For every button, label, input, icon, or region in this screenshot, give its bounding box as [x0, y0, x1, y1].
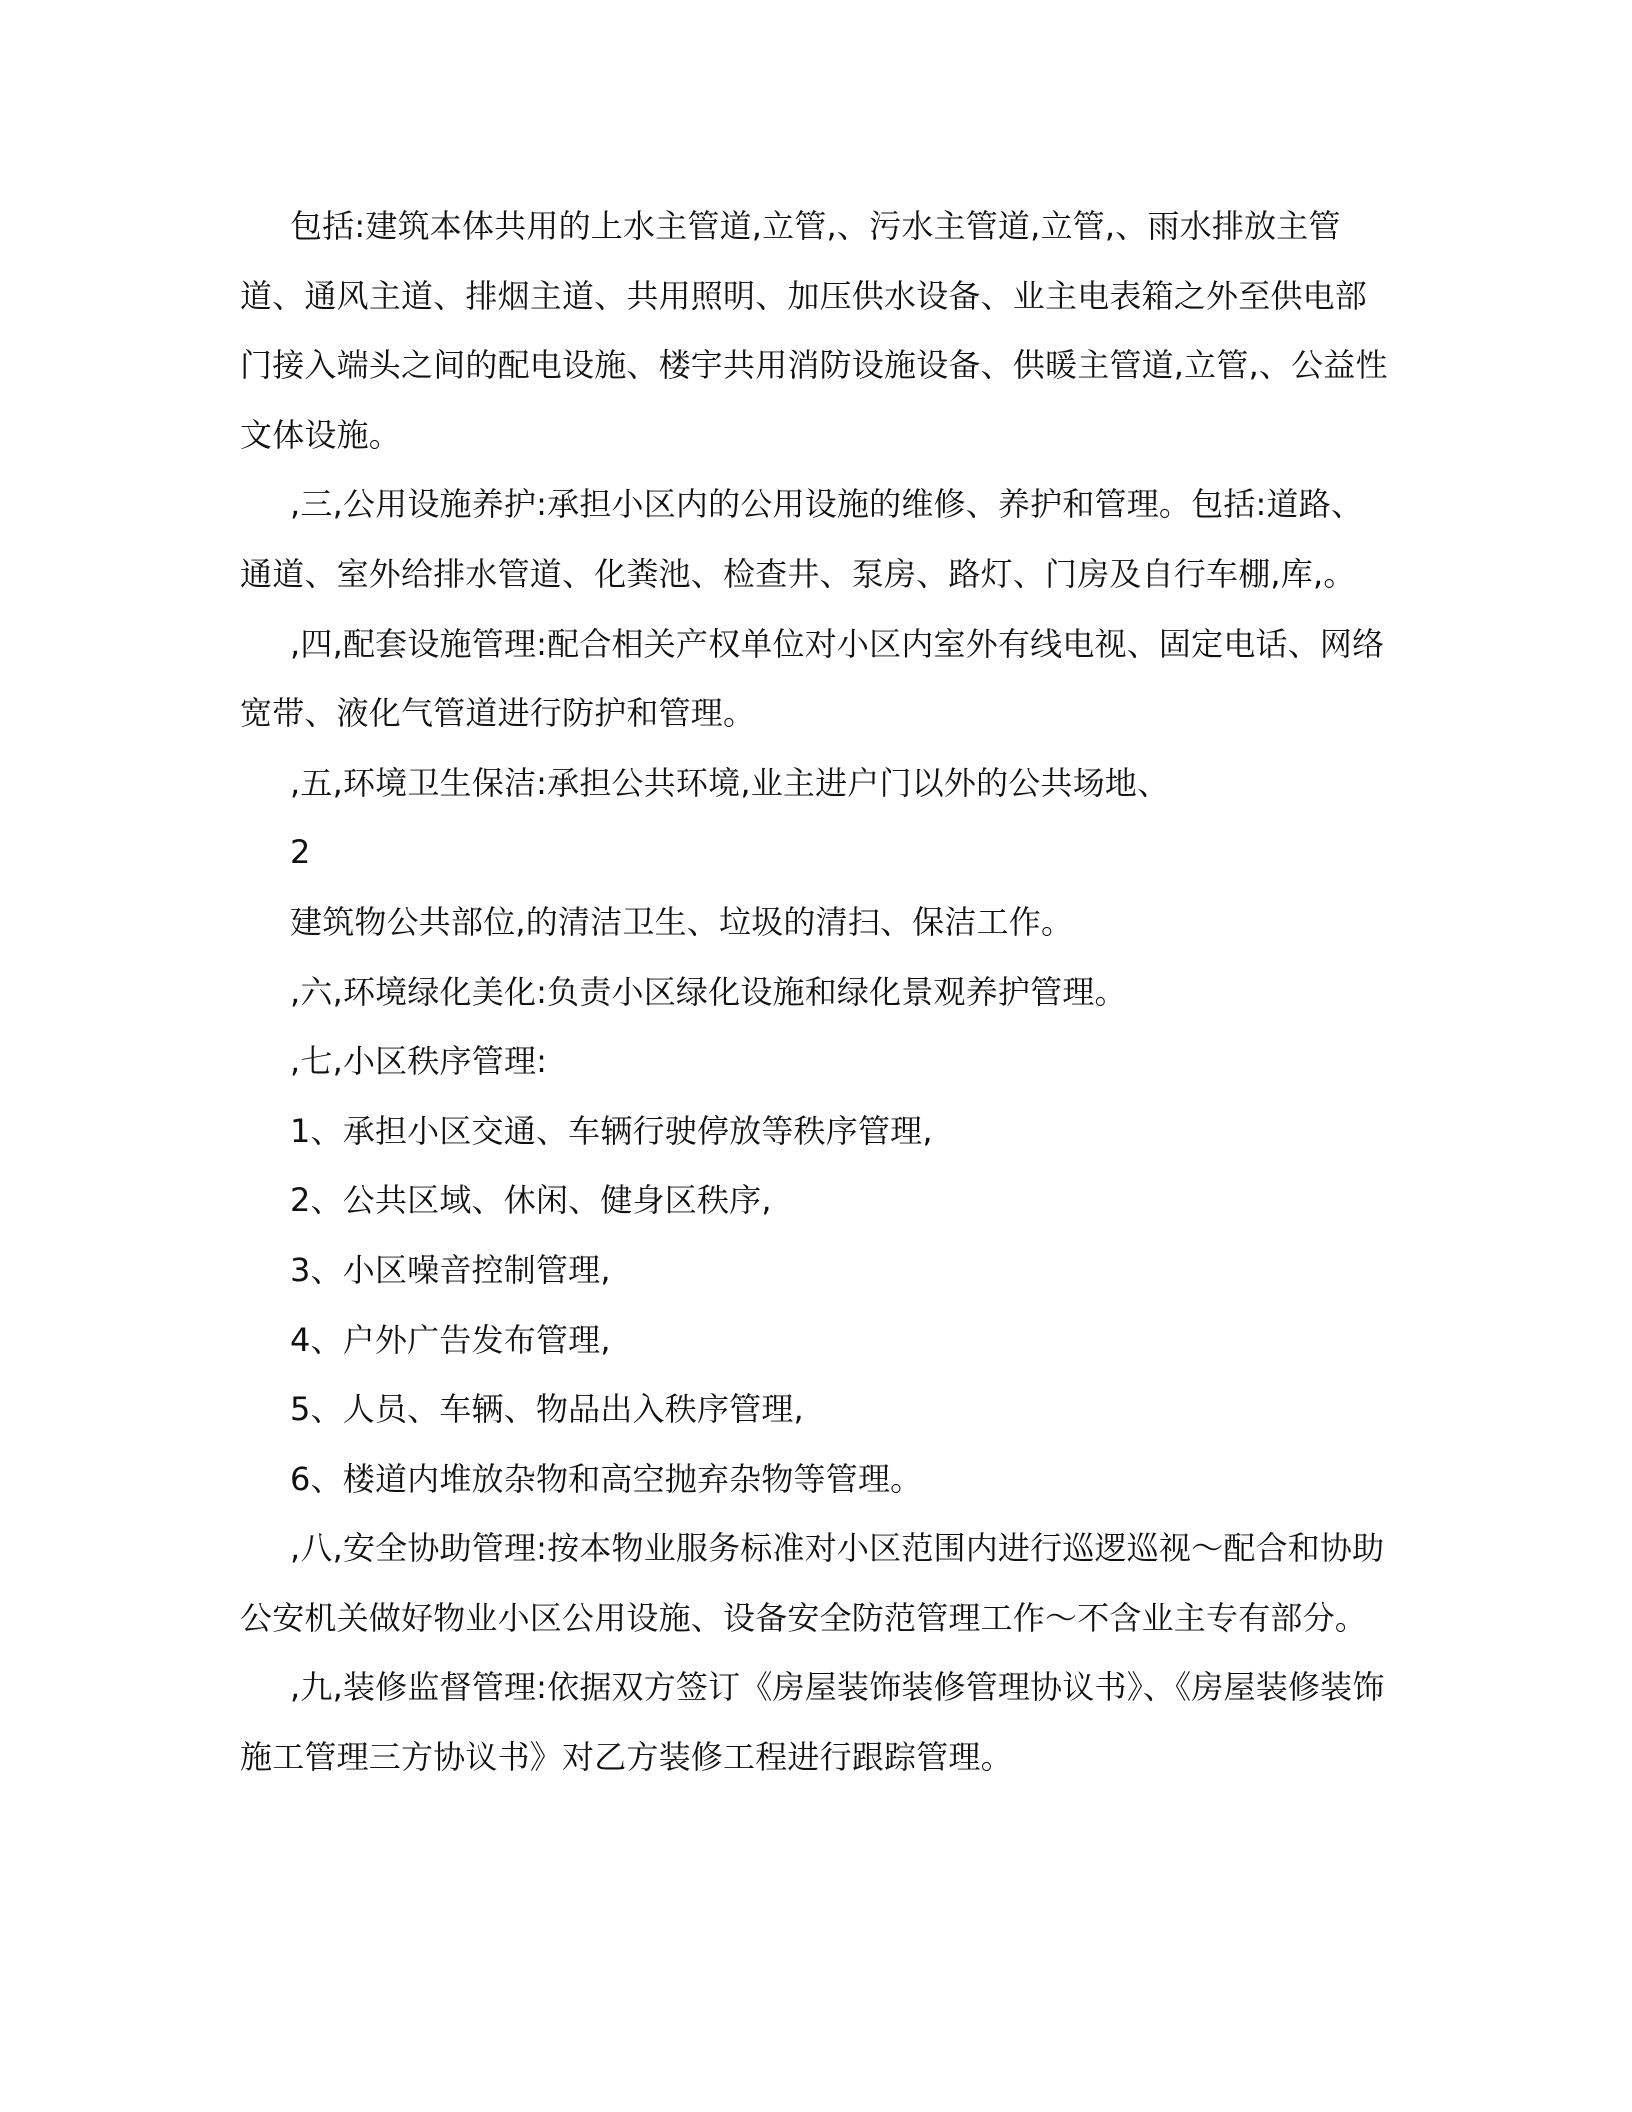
list-item: 1、承担小区交通、车辆行驶停放等秩序管理, — [290, 1111, 933, 1150]
paragraph-security-assistance: ,八,安全协助管理:按本物业服务标准对小区范围内进行巡逻巡视～配合和协助公安机关做好物业小区公用设施、设备安全防范管理工作～不含业主专有部分。 — [240, 1529, 1385, 1637]
document-body — [240, 192, 1390, 1793]
list-item: 4、户外广告发布管理, — [290, 1320, 611, 1359]
paragraph-cleaning-continued: 建筑物公共部位,的清洁卫生、垃圾的清扫、保洁工作。 — [290, 902, 1074, 941]
list-item: 5、人员、车辆、物品出入秩序管理, — [290, 1390, 804, 1429]
list-item: 3、小区噪音控制管理, — [290, 1250, 611, 1289]
page-number: 2 — [290, 833, 311, 872]
paragraph-renovation-supervision: ,九,装修监督管理:依据双方签订《房屋装饰装修管理协议书》、《房屋装修装饰施工管理三方协议书》对乙方装修工程进行跟踪管理。 — [240, 1668, 1385, 1777]
paragraph-order-management: ,七,小区秩序管理: — [290, 1042, 548, 1081]
paragraph-shared-facilities: 包括:建筑本体共用的上水主管道,立管,、污水主管道,立管,、雨水排放主管道、通风主道、排烟主道、共用照明、加压供水设备、业主电表箱之外至供电部门接入端头之间的配电设施、楼宇共用消防设施设备、供暖主管道,立管,、公益性文体设施。 — [240, 207, 1388, 454]
paragraph-public-facility-maintenance: ,三,公用设施养护:承担小区内的公用设施的维修、养护和管理。包括:道路、通道、室外给排水管道、化粪池、检查井、泵房、路灯、门房及自行车棚,库,。 — [240, 485, 1364, 593]
list-item: 6、楼道内堆放杂物和高空抛弃杂物等管理。 — [290, 1459, 923, 1498]
paragraph-environment-cleaning: ,五,环境卫生保洁:承担公共环境,业主进户门以外的公共场地、 — [290, 763, 1170, 802]
paragraph-supporting-facility-management: ,四,配套设施管理:配合相关产权单位对小区内室外有线电视、固定电话、网络宽带、液化气管道进行防护和管理。 — [240, 624, 1385, 733]
paragraph-greening: ,六,环境绿化美化:负责小区绿化设施和绿化景观养护管理。 — [290, 972, 1127, 1011]
list-item: 2、公共区域、休闲、健身区秩序, — [290, 1181, 772, 1220]
